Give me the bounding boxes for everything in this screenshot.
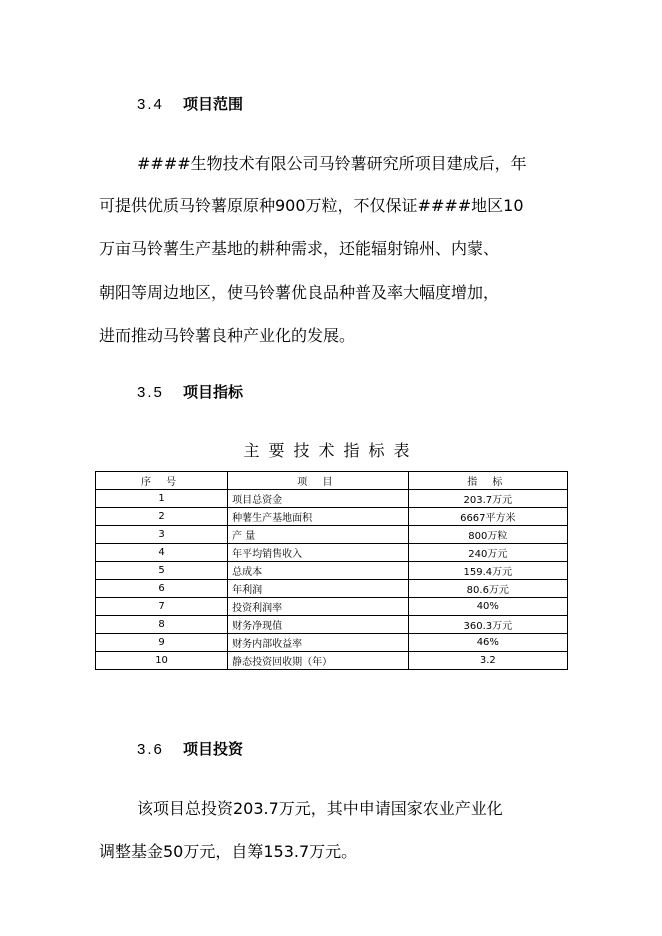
cell-value: 240万元 <box>408 544 567 562</box>
cell-value: 80.6万元 <box>408 580 567 598</box>
section-number: 3.5 <box>137 384 164 401</box>
table-header-row <box>96 472 568 490</box>
table-row <box>96 598 568 616</box>
paragraph-line: ####生物技术有限公司马铃薯研究所项目建成后，年 <box>137 154 527 173</box>
cell-item: 总成本 <box>228 562 409 580</box>
section-heading-3-4 <box>137 93 243 114</box>
cell-value: 800万粒 <box>408 526 567 544</box>
section-number: 3.6 <box>137 741 164 758</box>
paragraph-line: 该项目总投资203.7万元，其中申请国家农业产业化 <box>137 799 503 818</box>
cell-value: 360.3万元 <box>408 616 567 634</box>
table-row <box>96 490 568 508</box>
table-row <box>96 634 568 652</box>
cell-item: 投资利润率 <box>228 598 409 616</box>
cell-item: 年利润 <box>228 580 409 598</box>
cell-no: 6 <box>96 580 228 598</box>
cell-no: 2 <box>96 508 228 526</box>
paragraph-line: 进而推动马铃薯良种产业化的发展。 <box>99 326 356 345</box>
cell-no: 9 <box>96 634 228 652</box>
section-title: 项目投资 <box>183 740 244 758</box>
table-row <box>96 652 568 670</box>
cell-no: 5 <box>96 562 228 580</box>
section-heading-3-5 <box>137 381 243 402</box>
cell-item: 产 量 <box>228 526 409 544</box>
cell-value: 159.4万元 <box>408 562 567 580</box>
table-title: 主要技术指标表 <box>243 441 419 460</box>
section-number: 3.4 <box>137 96 164 113</box>
header-cell-item: 项 目 <box>228 472 409 490</box>
cell-item: 项目总资金 <box>228 490 409 508</box>
cell-value: 6667平方米 <box>408 508 567 526</box>
section-heading-3-6 <box>137 738 243 759</box>
table-row <box>96 580 568 598</box>
cell-no: 10 <box>96 652 228 670</box>
paragraph-line: 万亩马铃薯生产基地的耕种需求，还能辐射锦州、内蒙、 <box>99 239 500 258</box>
cell-no: 3 <box>96 526 228 544</box>
section-title: 项目指标 <box>183 383 244 401</box>
cell-item: 种薯生产基地面积 <box>228 508 409 526</box>
cell-item: 财务净现值 <box>228 616 409 634</box>
cell-value: 203.7万元 <box>408 490 567 508</box>
cell-item: 财务内部收益率 <box>228 634 409 652</box>
cell-no: 4 <box>96 544 228 562</box>
cell-no: 7 <box>96 598 228 616</box>
cell-value: 46% <box>408 634 567 652</box>
paragraph-line: 可提供优质马铃薯原原种900万粒，不仅保证####地区10 <box>99 196 524 215</box>
section-title: 项目范围 <box>183 95 244 113</box>
header-cell-no: 序 号 <box>96 472 228 490</box>
cell-item: 静态投资回收期（年） <box>228 652 409 670</box>
cell-no: 8 <box>96 616 228 634</box>
table-row <box>96 526 568 544</box>
table-row <box>96 562 568 580</box>
paragraph-line: 朝阳等周边地区，使马铃薯优良品种普及率大幅度增加， <box>99 283 500 302</box>
table-row <box>96 616 568 634</box>
indicators-table <box>95 471 568 670</box>
table-row <box>96 544 568 562</box>
cell-value: 40% <box>408 598 567 616</box>
cell-value: 3.2 <box>408 652 567 670</box>
paragraph-line: 调整基金50万元，自筹153.7万元。 <box>99 842 358 861</box>
cell-no: 1 <box>96 490 228 508</box>
table-row <box>96 508 568 526</box>
cell-item: 年平均销售收入 <box>228 544 409 562</box>
header-cell-value: 指 标 <box>408 472 567 490</box>
